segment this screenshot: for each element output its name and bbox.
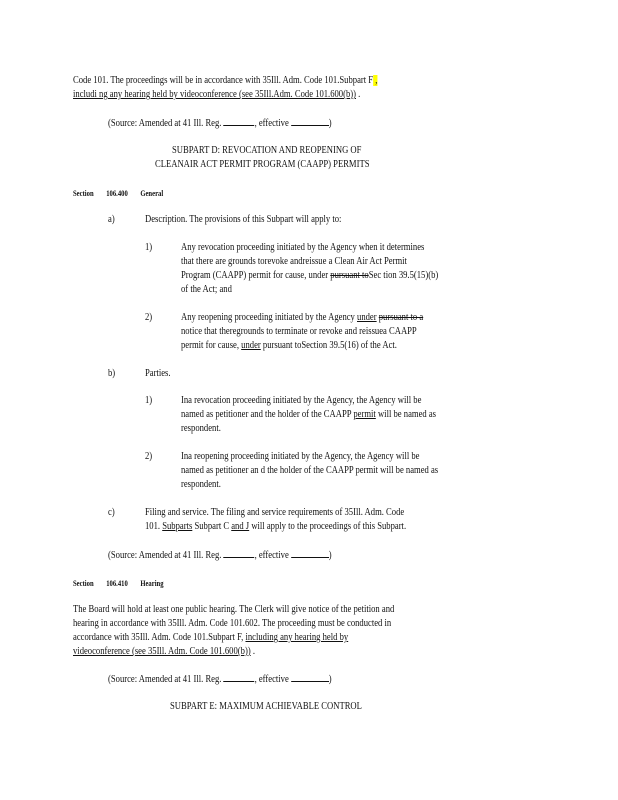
section-title: Hearing <box>140 578 164 588</box>
hearing-line-2: hearing in accordance with 35Ill. Adm. Code 101.602. The proceeding must be conducted in <box>73 618 392 629</box>
text: . <box>250 646 255 657</box>
inserted-text: includi ng any hearing held by videoconference (see 35Ill.Adm. Code 101.600(b)) <box>73 89 357 100</box>
item-c-line-2 <box>145 520 406 533</box>
source-note-2 <box>108 548 332 562</box>
close-paren: ) <box>328 550 332 561</box>
item-b1-label: 1) <box>145 395 153 406</box>
subpart-d-heading-1: SUBPART D: REVOCATION AND REOPENING OF <box>172 145 362 156</box>
text: permit for cause, <box>181 340 240 351</box>
item-a2-line-1 <box>181 311 423 324</box>
item-a1-line-4: of the Act; and <box>181 284 232 295</box>
effective-label: , effective <box>254 674 289 685</box>
inserted-text: under <box>357 312 377 323</box>
section-number: 106.400 <box>106 188 128 198</box>
text: 101. <box>145 521 161 532</box>
item-a1-line-3 <box>181 269 438 282</box>
section-word: Section <box>73 578 94 588</box>
close-paren: ) <box>328 674 332 685</box>
text: Sec tion 39.5(15)(b) <box>368 270 439 281</box>
item-a2-label: 2) <box>145 312 153 323</box>
text: Subpart C <box>194 521 230 532</box>
source-note-3 <box>108 672 332 686</box>
intro-end: . <box>356 89 361 100</box>
effective-blank <box>291 116 329 126</box>
subpart-d-heading-2: CLEANAIR ACT PERMIT PROGRAM (CAAPP) PERMITS <box>155 159 370 170</box>
hearing-line-3 <box>73 631 348 644</box>
section-title: General <box>140 188 164 198</box>
inserted-text: videoconference (see 35Ill. Adm. Code 101.600(b)) <box>73 646 251 657</box>
reg-blank <box>224 548 255 558</box>
source-text: (Source: Amended at 41 Ill. Reg. <box>108 550 222 561</box>
item-a-text: Description. The provisions of this Subpart will apply to: <box>145 214 342 225</box>
item-a2-line-2: notice that theregrounds to terminate or revoke and reissuea CAAPP <box>181 326 417 337</box>
close-paren: ) <box>328 118 332 129</box>
item-b-label: b) <box>108 368 116 379</box>
inserted-text: permit <box>353 409 376 420</box>
item-b1-line-3: respondent. <box>181 423 221 434</box>
deleted-text: pursuant to a <box>378 312 424 323</box>
intro-text: Code 101. The proceedings will be in accordance with 35Ill. Adm. Code 101.Subpart F <box>73 75 374 86</box>
text: named as petitioner and the holder of the CAAPP <box>181 409 352 420</box>
item-b2-line-3: respondent. <box>181 479 221 490</box>
section-106-410-label <box>73 577 164 590</box>
item-a1-line-2: that there are grounds torevoke andreissue a Clean Air Act Permit <box>181 256 407 267</box>
item-b1-line-1: Ina revocation proceeding initiated by the Agency, the Agency will be <box>181 395 422 406</box>
item-a1-line-1: Any revocation proceeding initiated by the Agency when it determines <box>181 242 425 253</box>
inserted-text: including any hearing held by <box>245 632 349 643</box>
reg-blank <box>224 672 255 682</box>
effective-blank <box>291 672 329 682</box>
intro-line-1 <box>73 74 377 87</box>
inserted-text: Subparts <box>162 521 193 532</box>
item-a-label: a) <box>108 214 115 225</box>
hearing-line-1: The Board will hold at least one public hearing. The Clerk will give notice of the petition and <box>73 604 395 615</box>
source-note-1 <box>108 116 332 130</box>
item-a1-label: 1) <box>145 242 153 253</box>
text: accordance with 35Ill. Adm. Code 101.Subpart F, <box>73 632 244 643</box>
source-text: (Source: Amended at 41 Ill. Reg. <box>108 674 222 685</box>
effective-label: , effective <box>254 118 289 129</box>
effective-label: , effective <box>254 550 289 561</box>
inserted-text: and J <box>231 521 250 532</box>
item-b2-label: 2) <box>145 451 153 462</box>
text: pursuant toSection 39.5(16) of the Act. <box>262 340 397 351</box>
hearing-line-4 <box>73 645 255 658</box>
item-b1-line-2 <box>181 408 436 421</box>
effective-blank <box>291 548 329 558</box>
item-b-text: Parties. <box>145 368 171 379</box>
section-106-400-label <box>73 187 163 200</box>
text: will be named as <box>377 409 437 420</box>
source-text: (Source: Amended at 41 Ill. Reg. <box>108 118 222 129</box>
text: Program (CAAPP) permit for cause, under <box>181 270 329 281</box>
section-word: Section <box>73 188 94 198</box>
text: Any reopening proceeding initiated by the Agency <box>181 312 355 323</box>
deleted-text: pursuant to <box>330 270 369 281</box>
item-c-line-1: Filing and service. The filing and service requirements of 35Ill. Adm. Code <box>145 507 405 518</box>
item-c-label: c) <box>108 507 115 518</box>
item-a2-line-3 <box>181 339 397 352</box>
inserted-text: under <box>241 340 261 351</box>
item-b2-line-2: named as petitioner an d the holder of the CAAPP permit will be named as <box>181 465 439 476</box>
intro-line-2 <box>73 88 360 101</box>
reg-blank <box>224 116 255 126</box>
subpart-e-heading: SUBPART E: MAXIMUM ACHIEVABLE CONTROL <box>170 701 362 712</box>
section-number: 106.410 <box>106 578 128 588</box>
item-b2-line-1: Ina reopening proceeding initiated by the Agency, the Agency will be <box>181 451 420 462</box>
text: will apply to the proceedings of this Subpart. <box>251 521 407 532</box>
highlighted-comma: , <box>373 75 378 86</box>
